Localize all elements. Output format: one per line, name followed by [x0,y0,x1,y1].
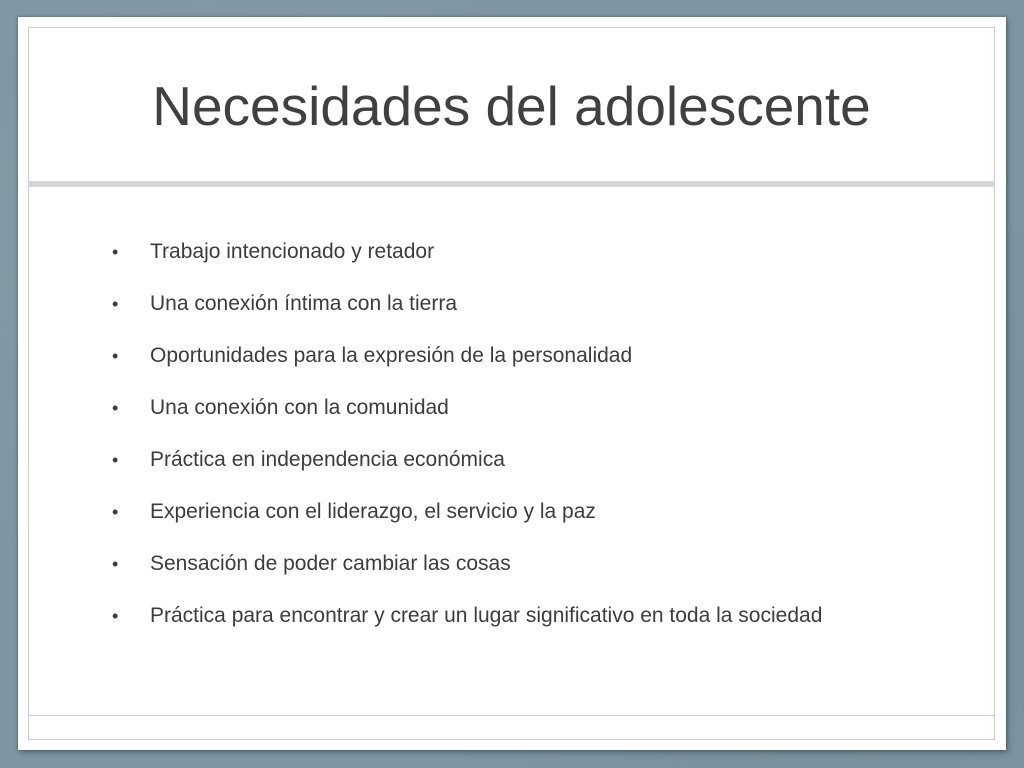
slide [18,17,1006,750]
bullet-icon: • [112,554,119,574]
bullet-item [107,448,827,472]
bullet-item [107,344,827,368]
bullet-icon: • [112,294,119,314]
bullet-icon: • [112,242,119,262]
bullet-text: Una conexión con la comunidad [150,396,449,419]
bullet-item [107,240,827,264]
title-area [29,28,994,182]
bullet-text: Experiencia con el liderazgo, el servicio y la paz [150,500,596,523]
title-divider [29,181,994,187]
footer-divider [29,715,994,716]
bullet-text: Práctica en independencia económica [150,448,505,471]
bullet-icon: • [112,606,119,626]
bullet-text: Práctica para encontrar y crear un lugar significativo en toda la sociedad [150,604,823,627]
bullet-icon: • [112,346,119,366]
bullet-item [107,604,827,628]
bullet-text: Trabajo intencionado y retador [150,240,435,263]
bullet-text: Una conexión íntima con la tierra [150,292,457,315]
bullet-item [107,552,827,576]
bullet-item [107,396,827,420]
bullet-list [107,240,827,656]
bullet-icon: • [112,502,119,522]
slide-title: Necesidades del adolescente [152,75,871,137]
bullet-text: Oportunidades para la expresión de la personalidad [150,344,633,367]
bullet-icon: • [112,398,119,418]
bullet-text: Sensación de poder cambiar las cosas [150,552,511,575]
bullet-icon: • [112,450,119,470]
slide-border [28,27,995,740]
bullet-item [107,292,827,316]
bullet-item [107,500,827,524]
